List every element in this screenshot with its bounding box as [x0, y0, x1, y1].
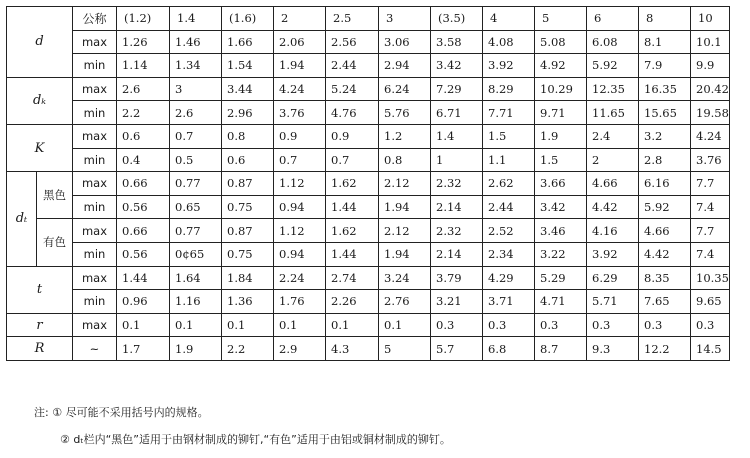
value-cell: 7.4	[691, 195, 730, 219]
value-cell: 0.56	[117, 242, 170, 266]
value-cell: 1.94	[379, 242, 431, 266]
value-cell: 2.94	[379, 54, 431, 78]
value-cell: 7.7	[691, 219, 730, 243]
value-cell: 0.8	[379, 148, 431, 172]
value-cell: 0.1	[117, 313, 170, 337]
value-cell: 2.14	[431, 242, 483, 266]
value-cell: 1.44	[326, 242, 379, 266]
value-cell: 5.24	[326, 77, 379, 101]
value-cell: 7.65	[639, 290, 691, 314]
value-cell: 0.9	[326, 124, 379, 148]
note-1	[34, 404, 451, 420]
value-cell: 0.94	[274, 195, 326, 219]
value-cell: 5.7	[431, 337, 483, 361]
value-cell: 0¢65	[170, 242, 222, 266]
note-label: 注:	[34, 406, 49, 419]
value-cell: 2.4	[587, 124, 639, 148]
value-cell: 2	[587, 148, 639, 172]
value-cell: 0.1	[326, 313, 379, 337]
value-cell: 1	[431, 148, 483, 172]
value-cell: 3.92	[483, 54, 535, 78]
value-cell: 0.87	[222, 172, 274, 196]
table-row	[7, 290, 730, 314]
value-cell: 4.42	[587, 195, 639, 219]
value-cell: 2.26	[326, 290, 379, 314]
table-row	[7, 195, 730, 219]
table-row	[7, 30, 730, 54]
value-cell: 1.34	[170, 54, 222, 78]
value-cell: 3.76	[691, 148, 730, 172]
value-cell: 7.7	[691, 172, 730, 196]
limit-key-cell: max	[73, 77, 117, 101]
value-cell: 4.71	[535, 290, 587, 314]
value-cell: 3.71	[483, 290, 535, 314]
value-cell: 0.6	[222, 148, 274, 172]
size-header-cell: 2.5	[326, 7, 379, 31]
value-cell: 0.3	[587, 313, 639, 337]
value-cell: 11.65	[587, 101, 639, 125]
value-cell: 0.94	[274, 242, 326, 266]
size-header-cell: (1.6)	[222, 7, 274, 31]
group-label-dk: dₖ	[7, 77, 73, 124]
limit-key-cell: min	[73, 148, 117, 172]
value-cell: 3.46	[535, 219, 587, 243]
value-cell: 5.92	[587, 54, 639, 78]
table-row	[7, 172, 730, 196]
value-cell: 9.9	[691, 54, 730, 78]
table-row-nominal	[7, 7, 730, 31]
group-label-k: K	[7, 124, 73, 171]
value-cell: 1.1	[483, 148, 535, 172]
limit-key-cell: max	[73, 313, 117, 337]
value-cell: 0.3	[535, 313, 587, 337]
value-cell: 5.76	[379, 101, 431, 125]
value-cell: 2.6	[170, 101, 222, 125]
value-cell: 16.35	[639, 77, 691, 101]
table-row	[7, 54, 730, 78]
note-2-text: ② dₜ栏内“黑色”适用于由钢材制成的铆钉,“有色”适用于由铝或铜材制成的铆钉。	[60, 433, 451, 446]
value-cell: 1.9	[170, 337, 222, 361]
value-cell: 1.54	[222, 54, 274, 78]
table-row	[7, 77, 730, 101]
value-cell: 0.1	[170, 313, 222, 337]
value-cell: 9.65	[691, 290, 730, 314]
value-cell: 3.42	[535, 195, 587, 219]
group-label-R: R	[7, 337, 73, 361]
value-cell: 0.1	[379, 313, 431, 337]
size-header-cell: (3.5)	[431, 7, 483, 31]
value-cell: 1.94	[274, 54, 326, 78]
note-2	[34, 431, 451, 447]
value-cell: 3.21	[431, 290, 483, 314]
limit-key-cell: min	[73, 290, 117, 314]
limit-key-cell: max	[73, 30, 117, 54]
value-cell: 0.75	[222, 242, 274, 266]
limit-key-cell: min	[73, 101, 117, 125]
value-cell: 12.35	[587, 77, 639, 101]
value-cell: 1.12	[274, 219, 326, 243]
value-cell: 1.46	[170, 30, 222, 54]
value-cell: 5.71	[587, 290, 639, 314]
limit-key-cell: ~	[73, 337, 117, 361]
table-row	[7, 337, 730, 361]
value-cell: 0.75	[222, 195, 274, 219]
value-cell: 3.66	[535, 172, 587, 196]
value-cell: 3.92	[587, 242, 639, 266]
value-cell: 4.24	[274, 77, 326, 101]
value-cell: 1.12	[274, 172, 326, 196]
value-cell: 1.62	[326, 219, 379, 243]
value-cell: 6.8	[483, 337, 535, 361]
value-cell: 1.94	[379, 195, 431, 219]
value-cell: 0.77	[170, 219, 222, 243]
value-cell: 20.42	[691, 77, 730, 101]
value-cell: 8.7	[535, 337, 587, 361]
value-cell: 0.7	[170, 124, 222, 148]
value-cell: 1.2	[379, 124, 431, 148]
value-cell: 15.65	[639, 101, 691, 125]
value-cell: 1.16	[170, 290, 222, 314]
value-cell: 2.8	[639, 148, 691, 172]
value-cell: 3.06	[379, 30, 431, 54]
size-header-cell: 2	[274, 7, 326, 31]
table-row	[7, 313, 730, 337]
value-cell: 5.29	[535, 266, 587, 290]
value-cell: 1.44	[117, 266, 170, 290]
value-cell: 0.7	[326, 148, 379, 172]
value-cell: 0.4	[117, 148, 170, 172]
limit-key-cell: max	[73, 124, 117, 148]
value-cell: 19.58	[691, 101, 730, 125]
value-cell: 6.71	[431, 101, 483, 125]
limit-key-cell: max	[73, 219, 117, 243]
value-cell: 0.3	[639, 313, 691, 337]
value-cell: 1.36	[222, 290, 274, 314]
value-cell: 0.3	[431, 313, 483, 337]
value-cell: 2.12	[379, 219, 431, 243]
value-cell: 0.3	[691, 313, 730, 337]
size-header-cell: 3	[379, 7, 431, 31]
size-header-cell: 8	[639, 7, 691, 31]
note-1-text: ① 尽可能不采用括号内的规格。	[52, 406, 209, 419]
value-cell: 4.66	[639, 219, 691, 243]
value-cell: 2.62	[483, 172, 535, 196]
value-cell: 7.9	[639, 54, 691, 78]
value-cell: 0.1	[222, 313, 274, 337]
value-cell: 4.29	[483, 266, 535, 290]
value-cell: 4.66	[587, 172, 639, 196]
value-cell: 2.96	[222, 101, 274, 125]
value-cell: 1.64	[170, 266, 222, 290]
value-cell: 6.16	[639, 172, 691, 196]
value-cell: 0.8	[222, 124, 274, 148]
size-header-cell: 1.4	[170, 7, 222, 31]
value-cell: 0.65	[170, 195, 222, 219]
value-cell: 1.44	[326, 195, 379, 219]
value-cell: 9.71	[535, 101, 587, 125]
value-cell: 4.3	[326, 337, 379, 361]
value-cell: 4.76	[326, 101, 379, 125]
value-cell: 0.96	[117, 290, 170, 314]
value-cell: 3.22	[535, 242, 587, 266]
value-cell: 7.71	[483, 101, 535, 125]
value-cell: 2.56	[326, 30, 379, 54]
value-cell: 2.32	[431, 219, 483, 243]
subgroup-color: 有色	[37, 219, 73, 266]
nominal-label: 公称	[73, 7, 117, 31]
table-row	[7, 242, 730, 266]
value-cell: 12.2	[639, 337, 691, 361]
value-cell: 2.76	[379, 290, 431, 314]
value-cell: 1.4	[431, 124, 483, 148]
size-header-cell: 10	[691, 7, 730, 31]
value-cell: 2.14	[431, 195, 483, 219]
value-cell: 7.4	[691, 242, 730, 266]
group-label-d: d	[7, 7, 73, 78]
size-header-cell: 5	[535, 7, 587, 31]
value-cell: 3.79	[431, 266, 483, 290]
value-cell: 0.9	[274, 124, 326, 148]
value-cell: 0.77	[170, 172, 222, 196]
value-cell: 4.42	[639, 242, 691, 266]
value-cell: 3.76	[274, 101, 326, 125]
value-cell: 8.29	[483, 77, 535, 101]
value-cell: 1.5	[535, 148, 587, 172]
limit-key-cell: min	[73, 195, 117, 219]
value-cell: 3.24	[379, 266, 431, 290]
value-cell: 3.58	[431, 30, 483, 54]
value-cell: 4.16	[587, 219, 639, 243]
value-cell: 2.2	[222, 337, 274, 361]
value-cell: 0.66	[117, 172, 170, 196]
value-cell: 1.5	[483, 124, 535, 148]
value-cell: 2.24	[274, 266, 326, 290]
table-row	[7, 266, 730, 290]
value-cell: 1.62	[326, 172, 379, 196]
value-cell: 1.84	[222, 266, 274, 290]
value-cell: 3	[170, 77, 222, 101]
size-header-cell: 6	[587, 7, 639, 31]
size-header-cell: (1.2)	[117, 7, 170, 31]
value-cell: 2.74	[326, 266, 379, 290]
value-cell: 2.6	[117, 77, 170, 101]
value-cell: 2.52	[483, 219, 535, 243]
table-notes	[34, 404, 451, 458]
value-cell: 2.32	[431, 172, 483, 196]
value-cell: 0.6	[117, 124, 170, 148]
subgroup-black: 黑色	[37, 172, 73, 219]
value-cell: 1.9	[535, 124, 587, 148]
value-cell: 6.24	[379, 77, 431, 101]
value-cell: 0.3	[483, 313, 535, 337]
value-cell: 6.29	[587, 266, 639, 290]
rivet-spec-table	[6, 6, 730, 361]
value-cell: 6.08	[587, 30, 639, 54]
value-cell: 5.92	[639, 195, 691, 219]
value-cell: 9.3	[587, 337, 639, 361]
value-cell: 5	[379, 337, 431, 361]
value-cell: 3.2	[639, 124, 691, 148]
value-cell: 14.5	[691, 337, 730, 361]
value-cell: 1.14	[117, 54, 170, 78]
value-cell: 2.06	[274, 30, 326, 54]
value-cell: 1.7	[117, 337, 170, 361]
value-cell: 4.92	[535, 54, 587, 78]
limit-key-cell: max	[73, 172, 117, 196]
value-cell: 0.56	[117, 195, 170, 219]
group-label-r: r	[7, 313, 73, 337]
value-cell: 1.76	[274, 290, 326, 314]
value-cell: 2.44	[326, 54, 379, 78]
value-cell: 2.9	[274, 337, 326, 361]
value-cell: 10.29	[535, 77, 587, 101]
value-cell: 3.44	[222, 77, 274, 101]
value-cell: 4.08	[483, 30, 535, 54]
value-cell: 0.87	[222, 219, 274, 243]
value-cell: 2.2	[117, 101, 170, 125]
value-cell: 4.24	[691, 124, 730, 148]
limit-key-cell: min	[73, 242, 117, 266]
value-cell: 1.66	[222, 30, 274, 54]
value-cell: 3.42	[431, 54, 483, 78]
table-row	[7, 219, 730, 243]
group-label-t: t	[7, 266, 73, 313]
group-label-dt: dₜ	[7, 172, 37, 266]
value-cell: 10.35	[691, 266, 730, 290]
size-header-cell: 4	[483, 7, 535, 31]
value-cell: 0.1	[274, 313, 326, 337]
table-row	[7, 148, 730, 172]
value-cell: 5.08	[535, 30, 587, 54]
value-cell: 2.12	[379, 172, 431, 196]
table-row	[7, 101, 730, 125]
value-cell: 0.5	[170, 148, 222, 172]
table-row	[7, 124, 730, 148]
value-cell: 1.26	[117, 30, 170, 54]
rivet-spec-table-wrapper	[6, 6, 730, 361]
value-cell: 2.44	[483, 195, 535, 219]
value-cell: 0.66	[117, 219, 170, 243]
value-cell: 8.1	[639, 30, 691, 54]
limit-key-cell: max	[73, 266, 117, 290]
value-cell: 7.29	[431, 77, 483, 101]
value-cell: 10.1	[691, 30, 730, 54]
value-cell: 2.34	[483, 242, 535, 266]
value-cell: 0.7	[274, 148, 326, 172]
value-cell: 8.35	[639, 266, 691, 290]
limit-key-cell: min	[73, 54, 117, 78]
